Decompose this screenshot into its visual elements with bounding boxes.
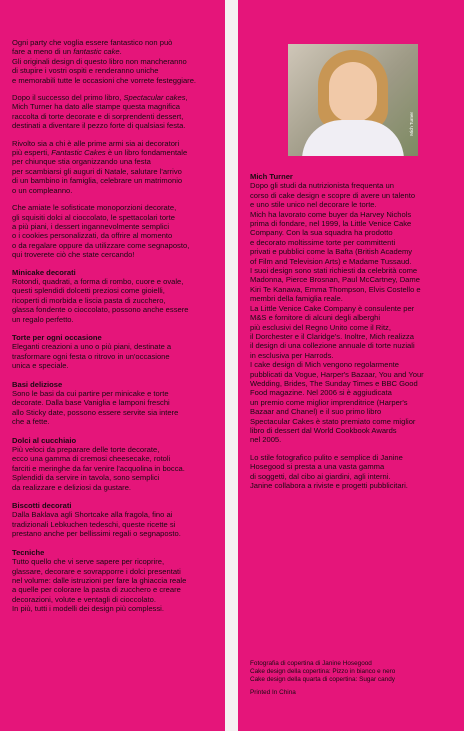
section-line: allo Sticky date, possono essere servite sia intere: [12, 407, 179, 417]
intro-line: gli squisiti dolci al cioccolato, le spettacolari torte: [12, 212, 175, 222]
bio-line: Bazaar and Chanel) e il suo primo libro: [250, 407, 382, 417]
section-title: Basi deliziose: [12, 379, 63, 389]
bio-line: il Dorchester e il Claridge's. Inoltre, Mich realizza: [250, 331, 414, 341]
section-line: questi splendidi dolcetti preziosi come gioielli,: [12, 286, 165, 296]
section-body: [12, 389, 215, 427]
bio-line: privati e pubblici come la Bafta (British Academy: [250, 247, 413, 257]
section-line: ricoperti di morbida e liscia pasta di zucchero,: [12, 295, 166, 305]
section-line: nel volume: dalle istruzioni per fare la ghiaccia reale: [12, 575, 187, 585]
intro-line: per chiunque stia organizzando una festa: [12, 157, 151, 167]
section-title: Minicake decorati: [12, 267, 76, 277]
section-body: [12, 510, 215, 538]
intro-title-italic: Fantastic Cakes: [51, 148, 106, 158]
section-body: [12, 342, 215, 370]
section-title: Torte per ogni occasione: [12, 332, 102, 342]
intro-line: a più piani, i dessert ingannevolmente semplici: [12, 221, 170, 231]
section-line: glassa fondente o cioccolato, possono anche essere: [12, 305, 189, 315]
bio-line: e uno stile unico nel decorare le torte.: [250, 200, 377, 210]
intro-line: è un libro fondamentale: [105, 148, 188, 158]
section-line: Rotondi, quadrati, a forma di rombo, cuore e ovale,: [12, 276, 184, 286]
section-line: Più veloci da preparare delle torte decorate,: [12, 445, 160, 455]
bio-line: Kiri Te Kanawa, Emma Thompson, Elvis Costello e: [250, 284, 421, 294]
section-body: [12, 445, 215, 492]
credit-lines: [250, 660, 455, 684]
bio-line: of Film and Television Arts) e Madame Tussaud.: [250, 256, 412, 266]
section-line: unica e speciale.: [12, 361, 69, 371]
intro-line: Rivolto sia a chi è alle prime armi sia ai decoratori: [12, 138, 180, 148]
intro-punct: .: [119, 47, 122, 57]
bio-line: in esclusiva per Harrods.: [250, 350, 334, 360]
photographer-line: Janine collabora a riviste e progetti pubblicitari.: [250, 481, 408, 490]
section-line: tradizionali Lebkuchen tedeschi, queste ricette si: [12, 519, 176, 529]
section-line: a quelle per colorare la pasta di zucchero e creare: [12, 585, 181, 595]
section-line: decorate. Dalla base Vaniglia e lamponi freschi: [12, 398, 170, 408]
intro-line: Gli originali design di questo libro non mancheranno: [12, 56, 187, 66]
section-line: prestano anche per bellissimi regali o segnaposto.: [12, 529, 181, 539]
photographer-text: [250, 453, 454, 491]
bio-line: Wedding, Brides, The Sunday Times e BBC Good: [250, 378, 418, 388]
section-line: In più, tutti i modelli dei design più complessi.: [12, 604, 164, 614]
intro-punct: ,: [185, 93, 188, 103]
right-column: [238, 0, 464, 731]
intro-line: o un compleanno.: [12, 185, 73, 195]
bio-line: e decorato moltissime torte per committenti: [250, 237, 396, 247]
section-title: Tecniche: [12, 547, 45, 557]
intro-paragraph-4: [12, 203, 215, 259]
bio-line: Spectacular Cakes è stato premiato come miglior: [250, 416, 416, 426]
intro-line: o i cookies personalizzati, da offrire al momento: [12, 231, 173, 241]
credit-line: Fotografia di copertina di Janine Hosegood: [250, 660, 372, 667]
section-line: che a fette.: [12, 417, 50, 427]
intro-line: e memorabili tutte le occasioni che vorrete festeggiare.: [12, 75, 197, 85]
section-line: trasformare ogni festa o ritrovo in un'occasione: [12, 351, 170, 361]
printed-in: Printed In China: [250, 689, 296, 696]
bio-line: membri della famiglia reale.: [250, 294, 343, 304]
bio-line: Dopo gli studi da nutrizionista frequenta un: [250, 181, 394, 191]
bio-line: libro di dessert dal World Cookbook Awards: [250, 425, 397, 435]
bio-title: Mich Turner: [250, 172, 293, 181]
left-column: [0, 0, 225, 731]
photo-face: [329, 62, 377, 122]
bio-line: Madonna, Pierce Brosnan, Paul McCartney, Dame: [250, 275, 420, 285]
intro-line: di un bambino in famiglia, celebrare un matrimonio: [12, 176, 183, 186]
intro-line: qui troverete ciò che state cercando!: [12, 250, 135, 260]
bio-line: il design di una collezione annuale di torte nuziali: [250, 341, 415, 351]
intro-paragraph-1: [12, 38, 215, 85]
section-line: decorazioni, volute e ventagli di cioccolato.: [12, 594, 156, 604]
section-line: Splendidi da servire in tavola, sono semplici: [12, 473, 160, 483]
section-line: farciti e meringhe da far venire l'acquolina in bocca.: [12, 463, 185, 473]
intro-line: di stupire i vostri ospiti e renderanno uniche: [12, 66, 159, 76]
intro-line: per scambiarsi gli auguri di Natale, salutare l'arrivo: [12, 166, 182, 176]
intro-text: [12, 38, 215, 260]
bio-text: [250, 181, 454, 444]
credits-footer: [250, 660, 455, 697]
section: [12, 436, 215, 492]
bio-line: prima di fondare, nel 1999, la Little Venice Cake: [250, 219, 412, 229]
section-body: [12, 557, 215, 613]
section: [12, 501, 215, 539]
section-list: [12, 268, 215, 614]
bio-line: nel 2005.: [250, 435, 282, 445]
intro-line: più esperti,: [12, 148, 52, 158]
section-title: Biscotti decorati: [12, 501, 72, 511]
intro-line: Mich Turner ha dato alle stampe questa magnifica: [12, 102, 180, 112]
intro-title-italic: Spectacular cakes: [123, 93, 186, 103]
section-body: [12, 277, 215, 324]
bio-line: più esclusivi del Regno Unito come il Ritz,: [250, 322, 391, 332]
intro-line: Dopo il successo del primo libro,: [12, 93, 124, 103]
bio-line: corso di cake design e scopre di avere un talento: [250, 190, 416, 200]
bio-line: M&S e fornitore di alcuni degli alberghi: [250, 313, 381, 323]
photo-shirt: [302, 120, 404, 156]
section-title: Dolci al cucchiaio: [12, 435, 77, 445]
section-line: Tutto quello che vi serve sapere per ricoprire,: [12, 557, 165, 567]
intro-line: Che amiate le sofisticate monoporzioni decorate,: [12, 203, 177, 213]
section-line: Dalla Baklava agli Shortcake alla fragola, fino ai: [12, 510, 173, 520]
bio-line: La Little Venice Cake Company è consulente per: [250, 303, 415, 313]
section-line: Eleganti creazioni a uno o più piani, destinate a: [12, 342, 172, 352]
section: [12, 548, 215, 614]
section-line: Sono le basi da cui partire per minicake e torte: [12, 389, 169, 398]
bio-line: un premio come miglior imprenditrice (Harper's: [250, 397, 408, 407]
intro-paragraph-2: [12, 93, 215, 131]
bio-line: Mich ha lavorato come buyer da Harvey Nichols: [250, 209, 412, 219]
intro-title-italic: fantastic cake: [73, 47, 120, 57]
section: [12, 333, 215, 371]
section-line: glassare, decorare e sovrapporre i dolci presentati: [12, 566, 181, 576]
bio-line: Food magazine. Nel 2006 si è aggiudicata: [250, 388, 392, 398]
photographer-line: di soggetti, dal cibo ai giardini, agli interni.: [250, 471, 391, 481]
intro-paragraph-3: [12, 139, 215, 195]
section: [12, 268, 215, 324]
author-photo: [288, 44, 418, 156]
intro-line: Ogni party che voglia essere fantastico non può: [12, 38, 173, 47]
bio-line: Company. Con la sua squadra ha prodotto: [250, 228, 393, 238]
intro-line: raccolta di torte decorate e di sorprendenti dessert,: [12, 111, 184, 121]
bio-line: I suoi design sono stati richiesti da celebrità come: [250, 266, 418, 276]
section: [12, 380, 215, 427]
intro-line: o da regalare oppure da utilizzare come segnaposto,: [12, 240, 190, 250]
credit-line: Cake design della copertina: Pizzo in bianco e nero: [250, 668, 396, 675]
photo-credit: Mich Turner: [408, 112, 414, 136]
bio-line: pubblicati da Vogue, Harper's Bazaar, You and Your: [250, 369, 424, 379]
page-divider: [225, 0, 238, 731]
intro-line: fare a meno di un: [12, 47, 74, 57]
intro-line: destinati a diventare il pezzo forte di qualsiasi festa.: [12, 121, 186, 131]
bio-line: I cake design di Mich vengono regolarmente: [250, 360, 400, 370]
photographer-line: Lo stile fotografico pulito e semplice di Janine: [250, 452, 403, 462]
section-line: da realizzare e deliziosi da gustare.: [12, 482, 132, 492]
section-line: ecco una gamma di cremosi cheesecake, rotoli: [12, 454, 171, 464]
credit-line: Cake design della quarta di copertina: Sugar candy: [250, 676, 395, 683]
photographer-line: Hosegood si presta a una vasta gamma: [250, 462, 385, 472]
section-line: un regalo perfetto.: [12, 314, 74, 324]
